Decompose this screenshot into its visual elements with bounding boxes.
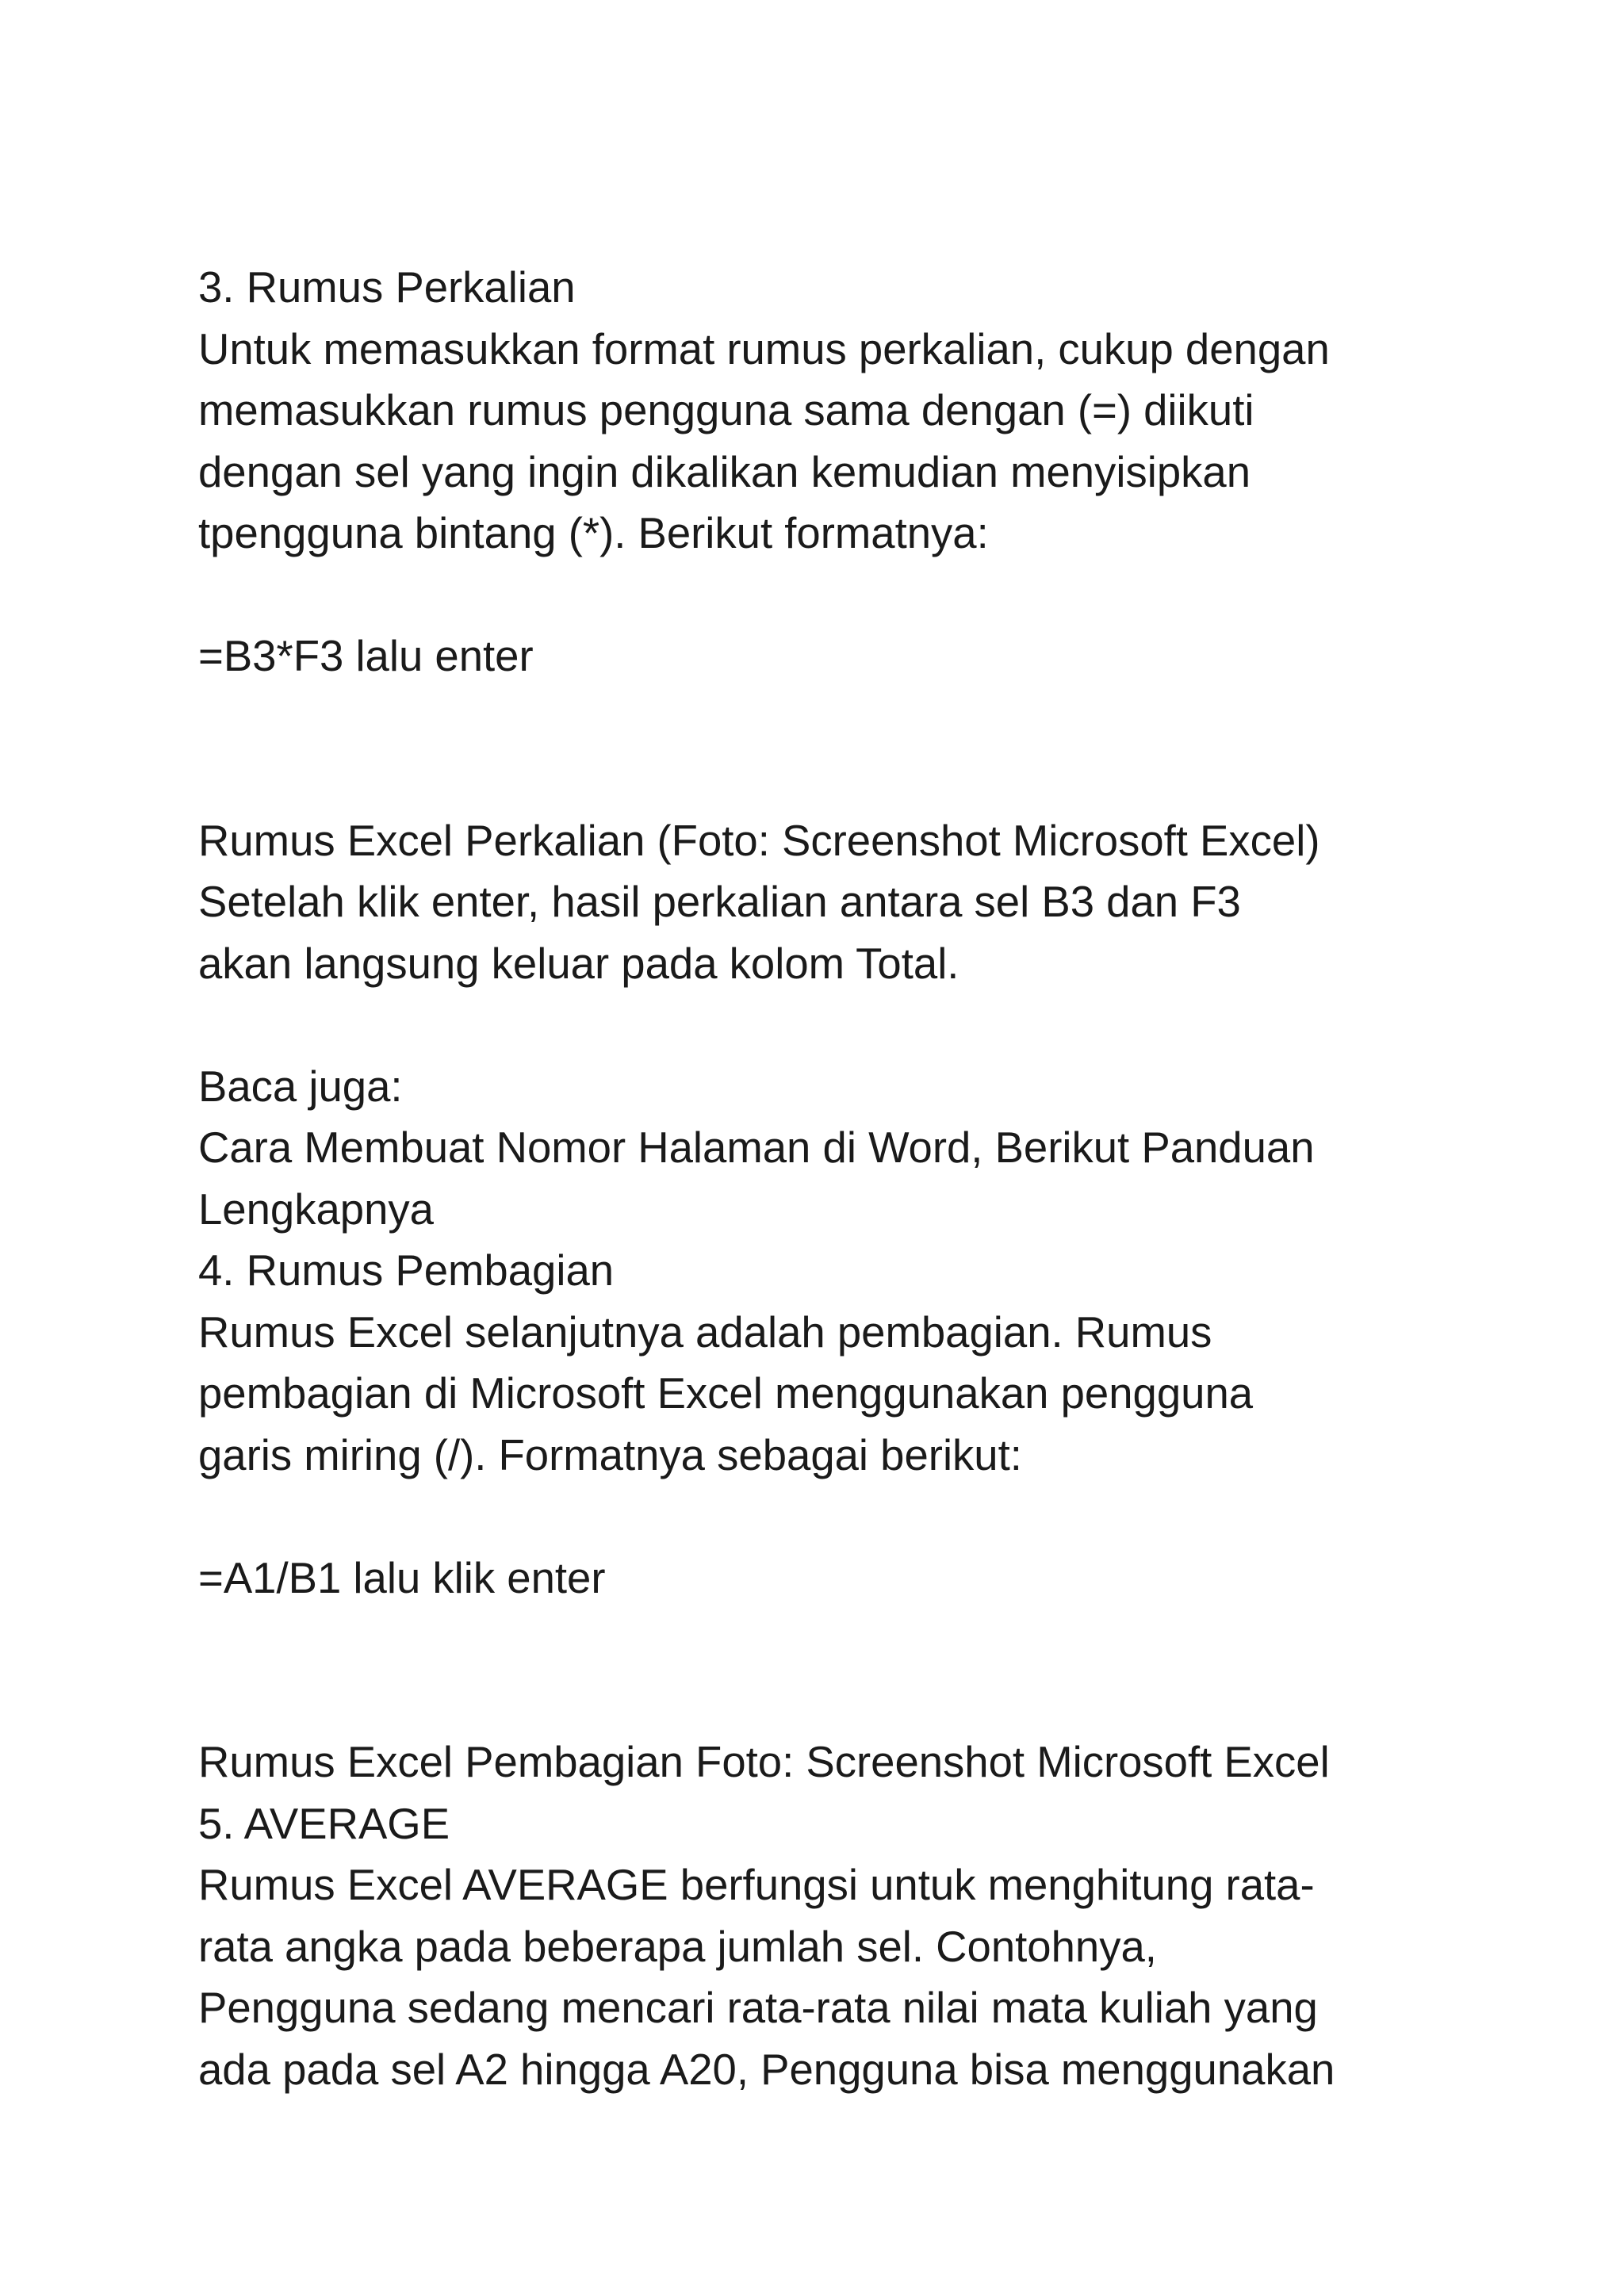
blank-line bbox=[198, 748, 1483, 810]
heading-rumus-pembagian: 4. Rumus Pembagian bbox=[198, 1246, 615, 1295]
paragraph-line: Pengguna sedang mencari rata-rata nilai mata kuliah yang bbox=[198, 1984, 1318, 2032]
paragraph-line: rata angka pada beberapa jumlah sel. Contohnya, bbox=[198, 1922, 1157, 1971]
paragraph-line: garis miring (/). Formatnya sebagai berikut: bbox=[198, 1430, 1022, 1479]
paragraph-line: Rumus Excel selanjutnya adalah pembagian. Rumus bbox=[198, 1307, 1212, 1357]
blank-line bbox=[198, 994, 1483, 1056]
blank-line bbox=[198, 1670, 1483, 1732]
paragraph-line: memasukkan rumus pengguna sama dengan (=) diikuti bbox=[198, 386, 1254, 434]
heading-rumus-perkalian: 3. Rumus Perkalian bbox=[198, 263, 576, 312]
paragraph-line: dengan sel yang ingin dikalikan kemudian menyisipkan bbox=[198, 447, 1251, 496]
paragraph-line: Setelah klik enter, hasil perkalian antara sel B3 dan F3 bbox=[198, 878, 1241, 926]
read-also-link: Lengkapnya bbox=[198, 1184, 434, 1234]
formula-pembagian: =A1/B1 lalu klik enter bbox=[198, 1553, 606, 1602]
document-body bbox=[198, 257, 1483, 2100]
read-also-label: Baca juga: bbox=[198, 1062, 403, 1111]
paragraph-line: ada pada sel A2 hingga A20, Pengguna bisa menggunakan bbox=[198, 2045, 1335, 2094]
blank-line bbox=[198, 564, 1483, 626]
formula-perkalian: =B3*F3 lalu enter bbox=[198, 632, 534, 680]
blank-line bbox=[198, 1609, 1483, 1670]
blank-line bbox=[198, 1486, 1483, 1548]
read-also-link: Cara Membuat Nomor Halaman di Word, Berikut Panduan bbox=[198, 1123, 1315, 1172]
paragraph-line: pembagian di Microsoft Excel menggunakan pengguna bbox=[198, 1369, 1254, 1418]
paragraph-line: akan langsung keluar pada kolom Total. bbox=[198, 939, 959, 988]
paragraph-line: Untuk memasukkan format rumus perkalian, cukup dengan bbox=[198, 324, 1330, 373]
heading-average: 5. AVERAGE bbox=[198, 1799, 450, 1848]
image-caption-perkalian: Rumus Excel Perkalian (Foto: Screenshot Microsoft Excel) bbox=[198, 816, 1320, 865]
image-caption-pembagian: Rumus Excel Pembagian Foto: Screenshot Microsoft Excel bbox=[198, 1738, 1330, 1786]
paragraph-line: tpengguna bintang (*). Berikut formatnya: bbox=[198, 509, 989, 557]
blank-line bbox=[198, 687, 1483, 749]
paragraph-line: Rumus Excel AVERAGE berfungsi untuk menghitung rata- bbox=[198, 1861, 1315, 1909]
